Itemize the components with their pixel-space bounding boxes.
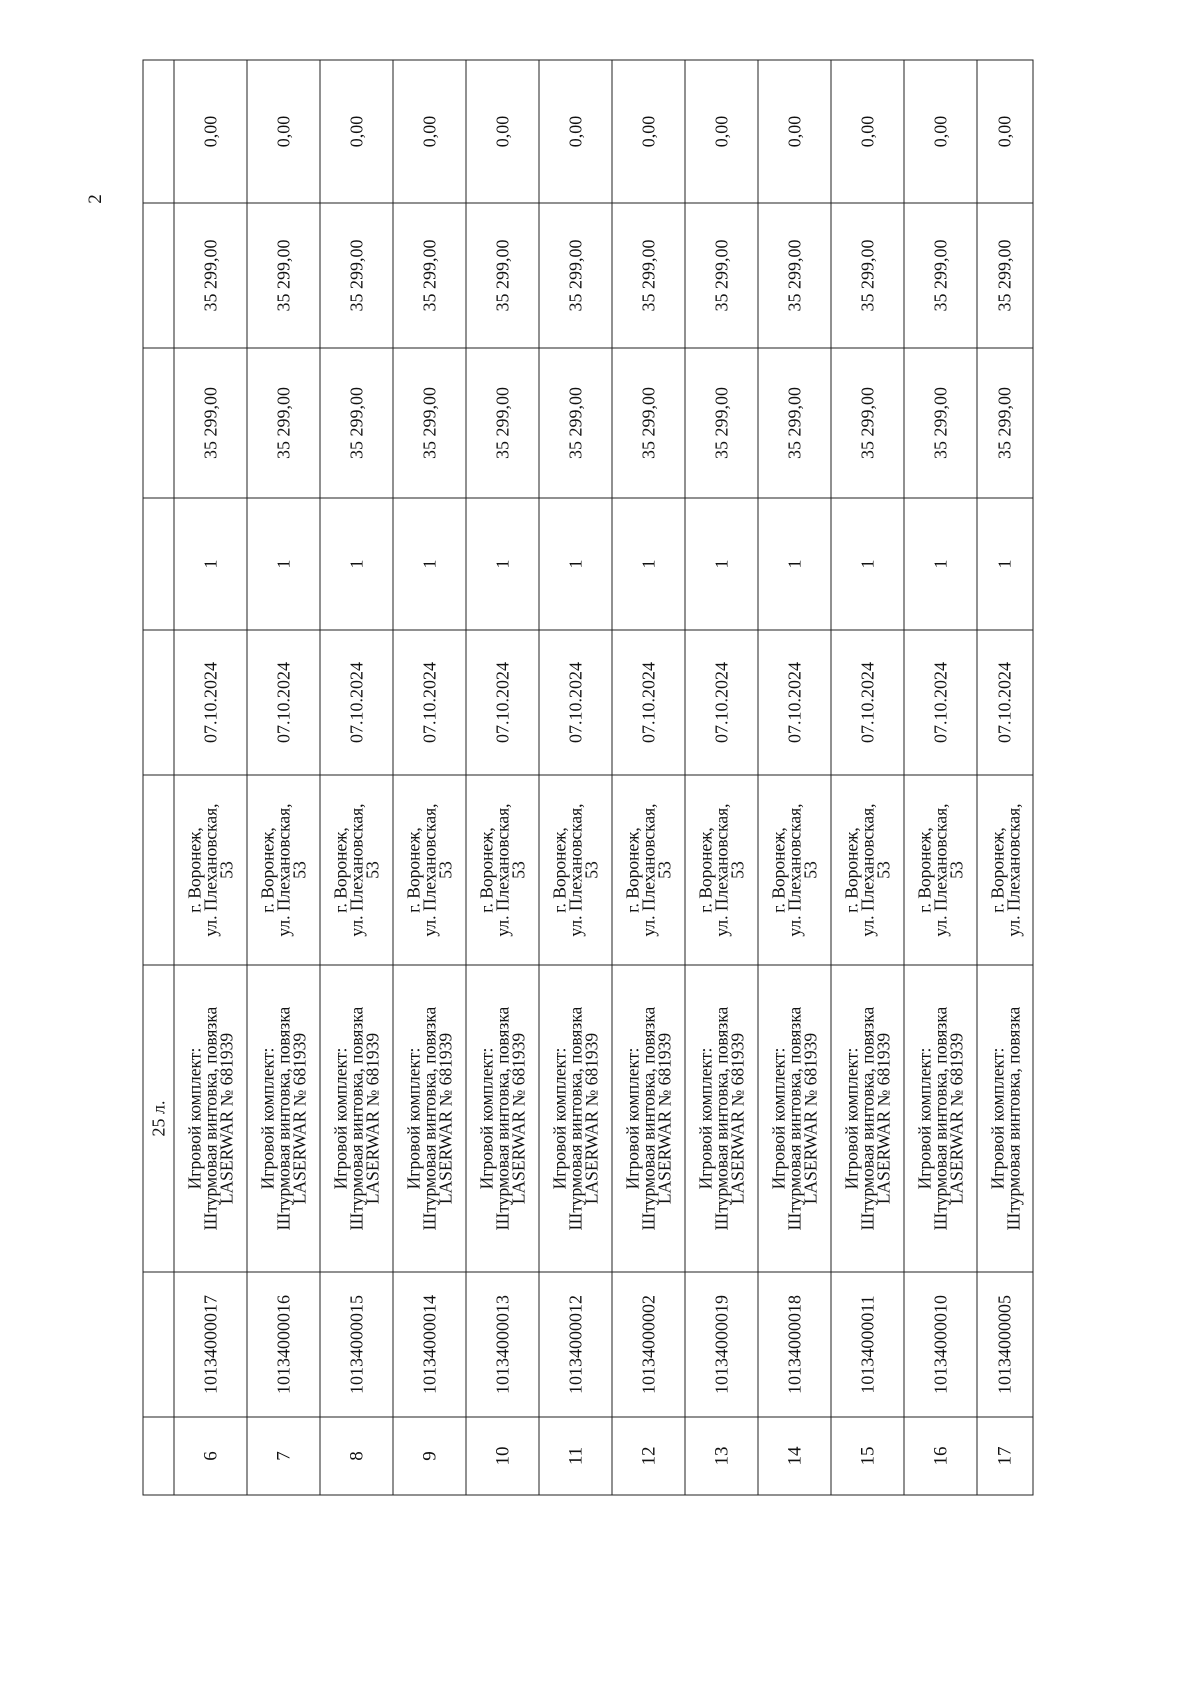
inventory-number: 10134000016 bbox=[247, 1272, 320, 1417]
asset-name-line: Штурмовая винтовка, повязка bbox=[565, 1006, 585, 1230]
address-line: ул. Плехановская, bbox=[857, 802, 877, 937]
address-line: 53 bbox=[873, 860, 893, 879]
header-name: 25 л. bbox=[143, 965, 174, 1272]
acquisition-date: 07.10.2024 bbox=[758, 630, 831, 775]
asset-address bbox=[539, 775, 612, 965]
row-number: 11 bbox=[539, 1417, 612, 1495]
address-line: ул. Плехановская, bbox=[346, 802, 366, 937]
table-row bbox=[977, 60, 1033, 1495]
asset-name bbox=[977, 965, 1033, 1272]
asset-name bbox=[831, 965, 904, 1272]
table-row bbox=[539, 60, 612, 1495]
asset-name-line: LASERWAR № 681939 bbox=[508, 1032, 528, 1204]
table-row bbox=[466, 60, 539, 1495]
asset-name bbox=[904, 965, 977, 1272]
address-line: 53 bbox=[362, 860, 382, 879]
address-line: 53 bbox=[289, 860, 309, 879]
quantity: 1 bbox=[393, 498, 466, 630]
page-number: 2 bbox=[85, 194, 106, 204]
inventory-number: 10134000010 bbox=[904, 1272, 977, 1417]
residual-cost: 0,00 bbox=[466, 60, 539, 203]
address-line: г. Воронеж, bbox=[914, 826, 934, 913]
address-line: ул. Плехановская, bbox=[565, 802, 585, 937]
acquisition-date: 07.10.2024 bbox=[977, 630, 1033, 775]
row-number: 10 bbox=[466, 1417, 539, 1495]
balance-cost: 35 299,00 bbox=[539, 203, 612, 348]
asset-name-line: LASERWAR № 681939 bbox=[654, 1032, 674, 1204]
table-row bbox=[320, 60, 393, 1495]
inventory-number: 10134000014 bbox=[393, 1272, 466, 1417]
asset-name-line: Игровой комплект: bbox=[476, 1047, 496, 1189]
balance-cost: 35 299,00 bbox=[758, 203, 831, 348]
asset-name-line: Игровой комплект: bbox=[768, 1047, 788, 1189]
table-row bbox=[904, 60, 977, 1495]
asset-name-line: Игровой комплект: bbox=[622, 1047, 642, 1189]
inventory-number: 10134000011 bbox=[831, 1272, 904, 1417]
asset-name-line: Штурмовая винтовка, повязка bbox=[1002, 1006, 1023, 1230]
initial-cost: 35 299,00 bbox=[539, 348, 612, 498]
address-line: ул. Плехановская, bbox=[492, 802, 512, 937]
address-line: ул. Плехановская, bbox=[273, 802, 293, 937]
acquisition-date: 07.10.2024 bbox=[466, 630, 539, 775]
table-row bbox=[758, 60, 831, 1495]
table-row bbox=[174, 60, 247, 1495]
table-row bbox=[685, 60, 758, 1495]
balance-cost: 35 299,00 bbox=[612, 203, 685, 348]
asset-address bbox=[685, 775, 758, 965]
asset-name bbox=[466, 965, 539, 1272]
acquisition-date: 07.10.2024 bbox=[831, 630, 904, 775]
address-line: г. Воронеж, bbox=[986, 826, 1007, 913]
inventory-number: 10134000019 bbox=[685, 1272, 758, 1417]
balance-cost: 35 299,00 bbox=[393, 203, 466, 348]
quantity: 1 bbox=[831, 498, 904, 630]
inventory-number: 10134000013 bbox=[466, 1272, 539, 1417]
header-address bbox=[143, 775, 174, 965]
address-line: ул. Плехановская, bbox=[200, 802, 220, 937]
asset-name-line: LASERWAR № 681939 bbox=[289, 1032, 309, 1204]
quantity: 1 bbox=[685, 498, 758, 630]
asset-address bbox=[977, 775, 1033, 965]
asset-name-line: LASERWAR № 681939 bbox=[362, 1032, 382, 1204]
header-balance bbox=[143, 203, 174, 348]
row-number: 6 bbox=[174, 1417, 247, 1495]
quantity: 1 bbox=[977, 498, 1033, 630]
asset-name-line: Игровой комплект: bbox=[330, 1047, 350, 1189]
residual-cost: 0,00 bbox=[320, 60, 393, 203]
inventory-number: 10134000012 bbox=[539, 1272, 612, 1417]
quantity: 1 bbox=[904, 498, 977, 630]
inventory-number: 10134000018 bbox=[758, 1272, 831, 1417]
table-row bbox=[393, 60, 466, 1495]
asset-name-line: LASERWAR № 681939 bbox=[946, 1032, 966, 1204]
asset-name-line: Штурмовая винтовка, повязка bbox=[419, 1006, 439, 1230]
asset-name-line: Штурмовая винтовка, повязка bbox=[857, 1006, 877, 1230]
table-row bbox=[612, 60, 685, 1495]
address-line: г. Воронеж, bbox=[330, 826, 350, 913]
address-line: ул. Плехановская, bbox=[930, 802, 950, 937]
asset-name bbox=[393, 965, 466, 1272]
asset-name-line: LASERWAR № 681939 bbox=[216, 1032, 236, 1204]
header-qty bbox=[143, 498, 174, 630]
acquisition-date: 07.10.2024 bbox=[174, 630, 247, 775]
balance-cost: 35 299,00 bbox=[904, 203, 977, 348]
balance-cost: 35 299,00 bbox=[320, 203, 393, 348]
header-inventory bbox=[143, 1272, 174, 1417]
row-number: 17 bbox=[977, 1417, 1033, 1495]
inventory-number: 10134000005 bbox=[977, 1272, 1033, 1417]
asset-name-line: Штурмовая винтовка, повязка bbox=[346, 1006, 366, 1230]
initial-cost: 35 299,00 bbox=[685, 348, 758, 498]
asset-name-line: Игровой комплект: bbox=[257, 1047, 277, 1189]
asset-address bbox=[320, 775, 393, 965]
acquisition-date: 07.10.2024 bbox=[320, 630, 393, 775]
asset-address bbox=[466, 775, 539, 965]
address-line: 53 bbox=[654, 860, 674, 879]
asset-address bbox=[393, 775, 466, 965]
residual-cost: 0,00 bbox=[539, 60, 612, 203]
inventory-number: 10134000002 bbox=[612, 1272, 685, 1417]
initial-cost: 35 299,00 bbox=[904, 348, 977, 498]
address-line: ул. Плехановская, bbox=[1002, 802, 1023, 937]
asset-name-line: Штурмовая винтовка, повязка bbox=[784, 1006, 804, 1230]
address-line: г. Воронеж, bbox=[695, 826, 715, 913]
rotated-sheet bbox=[142, 60, 1087, 1495]
header-row bbox=[143, 60, 174, 1495]
address-line: г. Воронеж, bbox=[257, 826, 277, 913]
row-number: 9 bbox=[393, 1417, 466, 1495]
asset-name-line: Штурмовая винтовка, повязка bbox=[273, 1006, 293, 1230]
address-line: г. Воронеж, bbox=[768, 826, 788, 913]
table-row bbox=[247, 60, 320, 1495]
residual-cost: 0,00 bbox=[904, 60, 977, 203]
balance-cost: 35 299,00 bbox=[466, 203, 539, 348]
header-residual bbox=[143, 60, 174, 203]
asset-name bbox=[174, 965, 247, 1272]
asset-name-line: Игровой комплект: bbox=[841, 1047, 861, 1189]
residual-cost: 0,00 bbox=[685, 60, 758, 203]
asset-name bbox=[685, 965, 758, 1272]
initial-cost: 35 299,00 bbox=[247, 348, 320, 498]
asset-name-line: LASERWAR № 681939 bbox=[727, 1032, 747, 1204]
row-number: 15 bbox=[831, 1417, 904, 1495]
asset-address bbox=[247, 775, 320, 965]
asset-name-line: LASERWAR № 681939 bbox=[873, 1032, 893, 1204]
quantity: 1 bbox=[466, 498, 539, 630]
address-line: 53 bbox=[727, 860, 747, 879]
asset-name-line: Игровой комплект: bbox=[914, 1047, 934, 1189]
initial-cost: 35 299,00 bbox=[758, 348, 831, 498]
asset-name-line: Штурмовая винтовка, повязка bbox=[711, 1006, 731, 1230]
asset-name-line: Игровой комплект: bbox=[549, 1047, 569, 1189]
asset-address bbox=[904, 775, 977, 965]
asset-table bbox=[142, 59, 1033, 1495]
asset-name bbox=[539, 965, 612, 1272]
asset-name-line: Штурмовая винтовка, повязка bbox=[930, 1006, 950, 1230]
asset-name-line: Штурмовая винтовка, повязка bbox=[638, 1006, 658, 1230]
row-number: 8 bbox=[320, 1417, 393, 1495]
header-num bbox=[143, 1417, 174, 1495]
asset-name bbox=[320, 965, 393, 1272]
balance-cost: 35 299,00 bbox=[247, 203, 320, 348]
asset-name-line: Игровой комплект: bbox=[403, 1047, 423, 1189]
address-line: 53 bbox=[508, 860, 528, 879]
row-number: 14 bbox=[758, 1417, 831, 1495]
acquisition-date: 07.10.2024 bbox=[393, 630, 466, 775]
quantity: 1 bbox=[612, 498, 685, 630]
initial-cost: 35 299,00 bbox=[466, 348, 539, 498]
asset-address bbox=[831, 775, 904, 965]
address-line: 53 bbox=[581, 860, 601, 879]
acquisition-date: 07.10.2024 bbox=[685, 630, 758, 775]
asset-name-line: Штурмовая винтовка, повязка bbox=[492, 1006, 512, 1230]
header-cost bbox=[143, 348, 174, 498]
address-line: г. Воронеж, bbox=[622, 826, 642, 913]
acquisition-date: 07.10.2024 bbox=[612, 630, 685, 775]
residual-cost: 0,00 bbox=[247, 60, 320, 203]
quantity: 1 bbox=[247, 498, 320, 630]
address-line: ул. Плехановская, bbox=[419, 802, 439, 937]
asset-name-line: LASERWAR № 681939 bbox=[435, 1032, 455, 1204]
balance-cost: 35 299,00 bbox=[174, 203, 247, 348]
initial-cost: 35 299,00 bbox=[612, 348, 685, 498]
asset-name-line: Игровой комплект: bbox=[184, 1047, 204, 1189]
balance-cost: 35 299,00 bbox=[685, 203, 758, 348]
asset-address bbox=[612, 775, 685, 965]
asset-name-line: Игровой комплект: bbox=[986, 1047, 1007, 1189]
residual-cost: 0,00 bbox=[393, 60, 466, 203]
address-line: ул. Плехановская, bbox=[711, 802, 731, 937]
asset-name-line: Игровой комплект: bbox=[695, 1047, 715, 1189]
address-line: 53 bbox=[946, 860, 966, 879]
address-line: 53 bbox=[800, 860, 820, 879]
acquisition-date: 07.10.2024 bbox=[247, 630, 320, 775]
header-date bbox=[143, 630, 174, 775]
address-line: ул. Плехановская, bbox=[784, 802, 804, 937]
quantity: 1 bbox=[320, 498, 393, 630]
initial-cost: 35 299,00 bbox=[393, 348, 466, 498]
asset-name bbox=[612, 965, 685, 1272]
asset-name bbox=[247, 965, 320, 1272]
asset-address bbox=[758, 775, 831, 965]
quantity: 1 bbox=[174, 498, 247, 630]
asset-address bbox=[174, 775, 247, 965]
inventory-number: 10134000017 bbox=[174, 1272, 247, 1417]
inventory-number: 10134000015 bbox=[320, 1272, 393, 1417]
quantity: 1 bbox=[758, 498, 831, 630]
address-line: ул. Плехановская, bbox=[638, 802, 658, 937]
asset-name-line: LASERWAR № 681939 bbox=[581, 1032, 601, 1204]
initial-cost: 35 299,00 bbox=[174, 348, 247, 498]
address-line: г. Воронеж, bbox=[476, 826, 496, 913]
balance-cost: 35 299,00 bbox=[977, 203, 1033, 348]
row-number: 7 bbox=[247, 1417, 320, 1495]
acquisition-date: 07.10.2024 bbox=[904, 630, 977, 775]
initial-cost: 35 299,00 bbox=[831, 348, 904, 498]
table-container bbox=[142, 60, 1087, 1495]
residual-cost: 0,00 bbox=[831, 60, 904, 203]
asset-name bbox=[758, 965, 831, 1272]
row-number: 12 bbox=[612, 1417, 685, 1495]
quantity: 1 bbox=[539, 498, 612, 630]
residual-cost: 0,00 bbox=[758, 60, 831, 203]
row-number: 16 bbox=[904, 1417, 977, 1495]
balance-cost: 35 299,00 bbox=[831, 203, 904, 348]
address-line: г. Воронеж, bbox=[549, 826, 569, 913]
residual-cost: 0,00 bbox=[612, 60, 685, 203]
address-line: г. Воронеж, bbox=[184, 826, 204, 913]
initial-cost: 35 299,00 bbox=[977, 348, 1033, 498]
residual-cost: 0,00 bbox=[977, 60, 1033, 203]
initial-cost: 35 299,00 bbox=[320, 348, 393, 498]
acquisition-date: 07.10.2024 bbox=[539, 630, 612, 775]
address-line: 53 bbox=[216, 860, 236, 879]
address-line: г. Воронеж, bbox=[841, 826, 861, 913]
row-number: 13 bbox=[685, 1417, 758, 1495]
address-line: 53 bbox=[435, 860, 455, 879]
residual-cost: 0,00 bbox=[174, 60, 247, 203]
address-line: г. Воронеж, bbox=[403, 826, 423, 913]
asset-name-line: Штурмовая винтовка, повязка bbox=[200, 1006, 220, 1230]
asset-name-line: LASERWAR № 681939 bbox=[800, 1032, 820, 1204]
table-row bbox=[831, 60, 904, 1495]
